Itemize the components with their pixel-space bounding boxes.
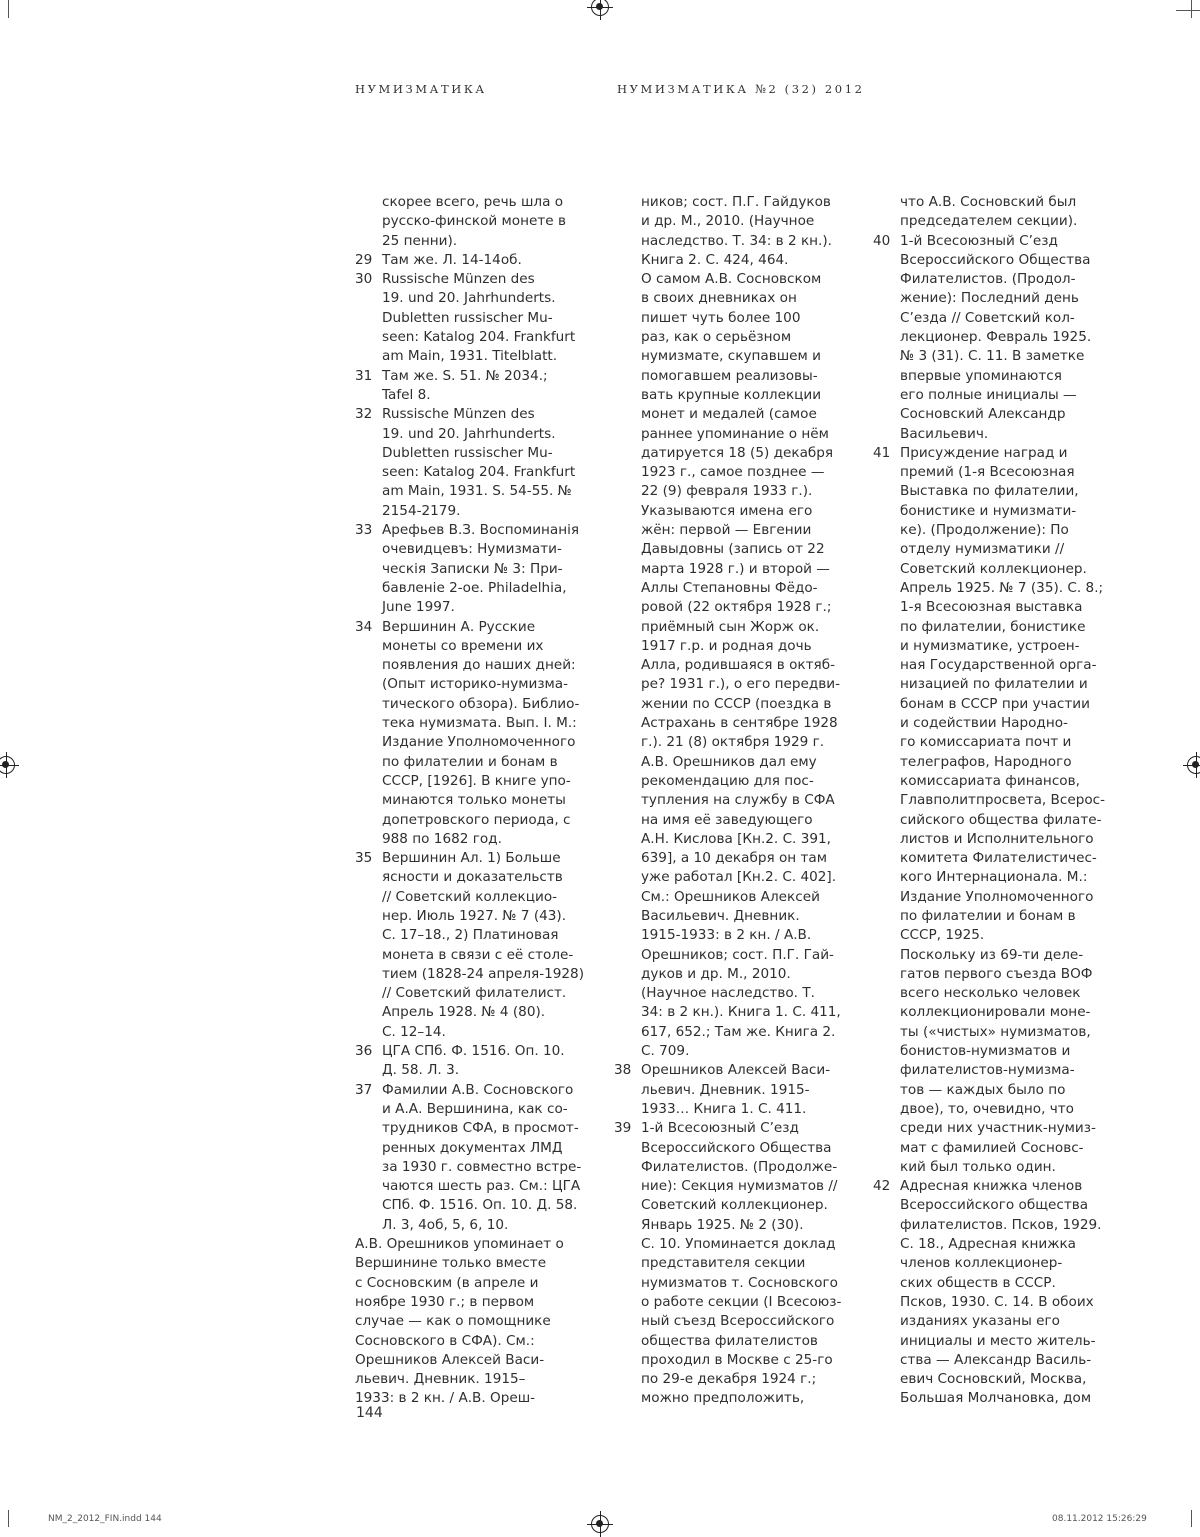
crop-mark-bottom-right bbox=[1191, 1510, 1192, 1527]
footnote-38 bbox=[614, 1061, 849, 1119]
footnote-36 bbox=[355, 1042, 595, 1081]
footnote-number: 30 bbox=[355, 271, 373, 288]
footnote-number: 35 bbox=[355, 850, 373, 867]
registration-mark-right bbox=[1187, 756, 1200, 774]
footnote-text: Там же. S. 51. № 2034.; Tafel 8. bbox=[382, 367, 548, 403]
footnote-continuation bbox=[614, 193, 849, 1061]
footnote-column-2 bbox=[614, 193, 849, 1409]
crop-mark-top-right bbox=[1191, 0, 1192, 18]
crop-mark-bottom-left bbox=[8, 1510, 9, 1527]
registration-mark-bottom bbox=[591, 1515, 609, 1533]
running-head-left: НУМИЗМАТИКА bbox=[355, 82, 487, 96]
footnote-text: Russische Münzen des 19. und 20. Jahrhunderts. Dubletten russischer Mu- seen: Katalog 204. Frankfurt am Main, 1931. Titelblatt. bbox=[382, 271, 576, 365]
footnote-text: Арефьев В.З. Воспоминанія очевидцевъ: Нумизмати- ческія Записки № 3: При- бавленіе 2-ое. Philadelhia, June 1997. bbox=[382, 522, 580, 616]
registration-mark-top bbox=[591, 0, 609, 16]
footnote-column-1 bbox=[355, 193, 595, 1409]
footnote-text: Адресная книжка членов Всероссийского общества филателистов. Псков, 1929. С. 18., Адресная книжка членов коллекционер- ских обществ в СССР. Псков, 1930. С. 14. В обоих изданиях указаны его инициалы и место житель- ства — Александр Василь- евич Сосновский, Москва, Большая Молчановка, дом bbox=[900, 1178, 1102, 1407]
crop-mark-top-right-h bbox=[1176, 10, 1200, 11]
footnote-number: 41 bbox=[873, 444, 891, 461]
footnote-number: 37 bbox=[355, 1081, 373, 1098]
footnote-30 bbox=[355, 270, 595, 366]
footnote-29 bbox=[355, 251, 595, 270]
footnote-41 bbox=[873, 444, 1113, 1177]
footnote-32 bbox=[355, 405, 595, 521]
footnote-31 bbox=[355, 367, 595, 406]
footnote-text: Вершинин А. Русские монеты со времени их появления до наших дней: (Опыт историко-нумизма- тического обзора). Библио- тека нумизмата. Вып. I. М.: Издание Уполномоченного по филателии и бонам в СССР, [1926]. В книге упо- минаются только монеты допетровского периода, с 988 по 1682 год. bbox=[382, 618, 580, 847]
footnote-number: 34 bbox=[355, 618, 373, 635]
footnote-text: Орешников Алексей Васи- льевич. Дневник. 1915- 1933… Книга 1. С. 411. bbox=[641, 1062, 831, 1117]
page-number: 144 bbox=[356, 1405, 383, 1421]
footnote-number: 38 bbox=[614, 1062, 632, 1079]
footnote-text: 1-й Всесоюзный С’езд Всероссийского Общества Филателистов. (Продол- жение): Последний день С’езда // Советский кол- лекционер. Февраль 1925. № 3 (31). С. 11. В заметке впервые упоминаются его полные инициалы — Сосновский Александр Васильевич. bbox=[900, 232, 1092, 442]
footnote-number: 40 bbox=[873, 232, 891, 249]
footnote-text: 1-й Всесоюзный С’езд Всероссийского Общества Филателистов. (Продолже- ние): Секция нумизматов // Советский коллекционер. Январь 1925. № 2 (30). С. 10. Упоминается доклад представителя секции нумизматов т. Сосновского о работе секции (I Всесоюз- ный съезд Всероссийского общества филателистов проходил в Москве с 25-го по 29-е декабря 1924 г.; можно предположить, bbox=[641, 1120, 842, 1407]
footnote-number: 31 bbox=[355, 367, 373, 384]
footnote-continuation bbox=[355, 1235, 595, 1409]
footnote-number: 32 bbox=[355, 406, 373, 423]
footnote-text: Вершинин Ал. 1) Больше ясности и доказательств // Советский коллекцио- нер. Июль 1927. № 7 (43). С. 17–18., 2) Платиновая монета в связи с её столе- тием (1828-24 апреля-1928) // Советский филателист. Апрель 1928. № 4 (80). С. 12–14. bbox=[382, 850, 584, 1040]
footnote-number: 42 bbox=[873, 1178, 891, 1195]
footnote-continuation bbox=[355, 193, 595, 251]
crop-mark-top-left bbox=[8, 0, 9, 18]
footnote-35 bbox=[355, 849, 595, 1042]
footnote-text: скорее всего, речь шла о русско-финской монете в 25 пенни). bbox=[382, 194, 566, 249]
footnote-34 bbox=[355, 618, 595, 850]
footnote-column-3 bbox=[873, 193, 1113, 1409]
footnote-number: 29 bbox=[355, 251, 373, 268]
footnote-42 bbox=[873, 1177, 1113, 1409]
footnote-37 bbox=[355, 1081, 595, 1235]
footnote-text: А.В. Орешников упоминает о Вершинине только вместе с Сосновским (в апреле и ноябре 1930 г.; в первом случае — как о помощнике Сосновского в СФА). См.: Орешников Алексей Васи- льевич. Дневник. 1915– 1933: в 2 кн. / А.В. Ореш- bbox=[355, 1236, 564, 1407]
footnote-number: 36 bbox=[355, 1043, 373, 1060]
footnote-continuation bbox=[873, 193, 1113, 232]
footnote-number: 33 bbox=[355, 522, 373, 539]
footnote-text: ников; сост. П.Г. Гайдуков и др. М., 2010. (Научное наследство. Т. 34: в 2 кн.). Книга 2. С. 424, 464. О самом А.В. Сосновском в своих дневниках он пишет чуть более 100 раз, как о серьёзном нумизмате, скупавшем и помогавшем реализовы- вать крупные коллекции монет и медалей (самое раннее упоминание о нём датируется 18 (5) декабря 1923 г., самое позднее — 22 (9) февраля 1933 г.). Указываются имена его жён: первой — Евгении Давыдовны (запись от 22 марта 1928 г.) и второй — Аллы Степановны Фёдо- ровой (22 октября 1928 г.; приёмный сын Жорж ок. 1917 г.р. и родная дочь Алла, родившаяся в октяб- ре? 1931 г.), о его передви- жении по СССР (поездка в Астрахань в сентябре 1928 г.). 21 (8) октября 1929 г. А.В. Орешников дал ему рекомендацию для пос- тупления на службу в СФА на имя её заведующего А.Н. Кислова [Кн.2. С. 391, 639], а 10 декабря он там уже работал [Кн.2. С. 402]. См.: Орешников Алексей Васильевич. Дневник. 1915-1933: в 2 кн. / А.В. Орешников; сост. П.Г. Гай- дуков и др. М., 2010. (Научное наследство. Т. 34: в 2 кн.). Книга 1. С. 411, 617, 652.; Там же. Книга 2. С. 709. bbox=[641, 194, 841, 1060]
footnote-text: Фамилии А.В. Сосновского и А.А. Вершинина, как со- трудников СФА, в просмот- ренных документах ЛМД за 1930 г. совместно встре- чаются шесть раз. См.: ЦГА СПб. Ф. 1516. Оп. 10. Д. 58. Л. 3, 4об, 5, 6, 10. bbox=[382, 1081, 582, 1233]
footnote-text: Russische Münzen des 19. und 20. Jahrhunderts. Dubletten russischer Mu- seen: Katalog 204. Frankfurt am Main, 1931. S. 54-55. № 2154-2179. bbox=[382, 406, 576, 519]
footnote-33 bbox=[355, 521, 595, 617]
footnote-text: ЦГА СПб. Ф. 1516. Оп. 10. Д. 58. Л. 3. bbox=[382, 1043, 565, 1079]
footnote-number: 39 bbox=[614, 1120, 632, 1137]
footnote-39 bbox=[614, 1119, 849, 1408]
footnote-text: Там же. Л. 14-14об. bbox=[382, 251, 522, 268]
footnote-40 bbox=[873, 232, 1113, 444]
running-head-right: НУМИЗМАТИКА №2 (32) 2012 bbox=[617, 82, 865, 96]
slug-file-name: NM_2_2012_FIN.indd 144 bbox=[48, 1514, 162, 1524]
registration-mark-left bbox=[0, 756, 15, 774]
slug-timestamp: 08.11.2012 15:26:29 bbox=[1052, 1514, 1147, 1524]
footnote-text: Присуждение наград и премий (1-я Всесоюзная Выставка по филателии, бонистике и нумизмати- ке). (Продолжение): По отделу нумизматики // Советский коллекционер. Апрель 1925. № 7 (35). С. 8.; 1-я Всесоюзная выставка по филателии, бонистике и нумизматике, устроен- ная Государственной орга- низацией по филателии и бонам в СССР при участии и содействии Народно- го комиссариата почт и телеграфов, Народного комиссариата финансов, Главполитпросвета, Всерос- сийского общества филате- листов и Исполнительного комитета Филателистичес- кого Интернационала. М.: Издание Уполномоченного по филателии и бонам в СССР, 1925. Поскольку из 69-ти деле- гатов первого съезда ВОФ всего несколько человек коллекционировали моне- ты («чистых» нумизматов, бонистов-нумизматов и филателистов-нумизма- тов — каждых было по двое), то, очевидно, что среди них участник-нумиз- мат с фамилией Сосновс- кий был только один. bbox=[900, 444, 1106, 1175]
footnote-text: что А.В. Сосновский был председателем секции). bbox=[900, 194, 1078, 230]
